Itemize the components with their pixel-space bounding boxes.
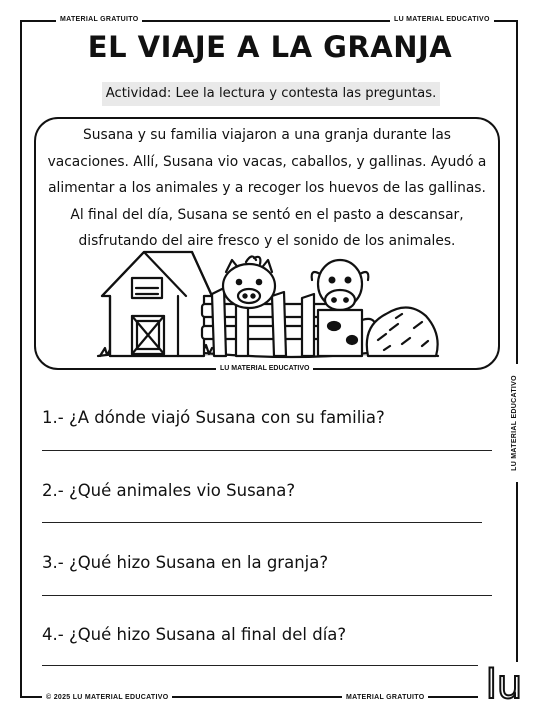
box-watermark-label: LU MATERIAL EDUCATIVO [216,364,313,374]
answer-line-1[interactable] [42,450,492,451]
hay-icon [367,307,438,356]
activity-instructions: Actividad: Lee la lectura y contesta las preguntas. [102,82,440,106]
logo-text: lu [485,662,523,706]
answer-line-2[interactable] [42,522,482,523]
barn-icon [102,252,212,356]
question-4: 4.- ¿Qué hizo Susana al final del día? [42,625,347,644]
question-1: 1.- ¿A dónde viajó Susana con su familia? [42,408,385,427]
story-text [44,122,490,255]
page-title: EL VIAJE A LA GRANJA [87,30,453,64]
logo-mark [478,662,530,706]
story-line: alimentar a los animales y a recoger los huevos de las gallinas. [48,180,486,196]
farm-illustration [96,244,446,366]
question-2: 2.- ¿Qué animales vio Susana? [42,481,296,500]
footer-copyright: © 2025 LU MATERIAL EDUCATIVO [42,693,172,703]
footer-label-right: MATERIAL GRATUITO [342,693,428,703]
story-line: vacaciones. Allí, Susana vio vacas, caballos, y gallinas. Ayudó a [47,153,487,170]
answer-line-4[interactable] [42,665,482,666]
header-label-left: MATERIAL GRATUITO [56,15,142,25]
side-label: LU MATERIAL EDUCATIVO [510,364,520,482]
story-line: Susana y su familia viajaron a una granja durante las [83,127,451,143]
logo [478,662,530,706]
pig-icon [223,256,275,308]
answer-line-3[interactable] [42,595,492,596]
question-3: 3.- ¿Qué hizo Susana en la granja? [42,553,329,572]
story-line: Al final del día, Susana se sentó en el pasto a descansar, [70,206,464,223]
header-label-right: LU MATERIAL EDUCATIVO [390,15,494,25]
story-line: disfrutando del aire fresco y el sonido de los animales. [78,233,456,249]
